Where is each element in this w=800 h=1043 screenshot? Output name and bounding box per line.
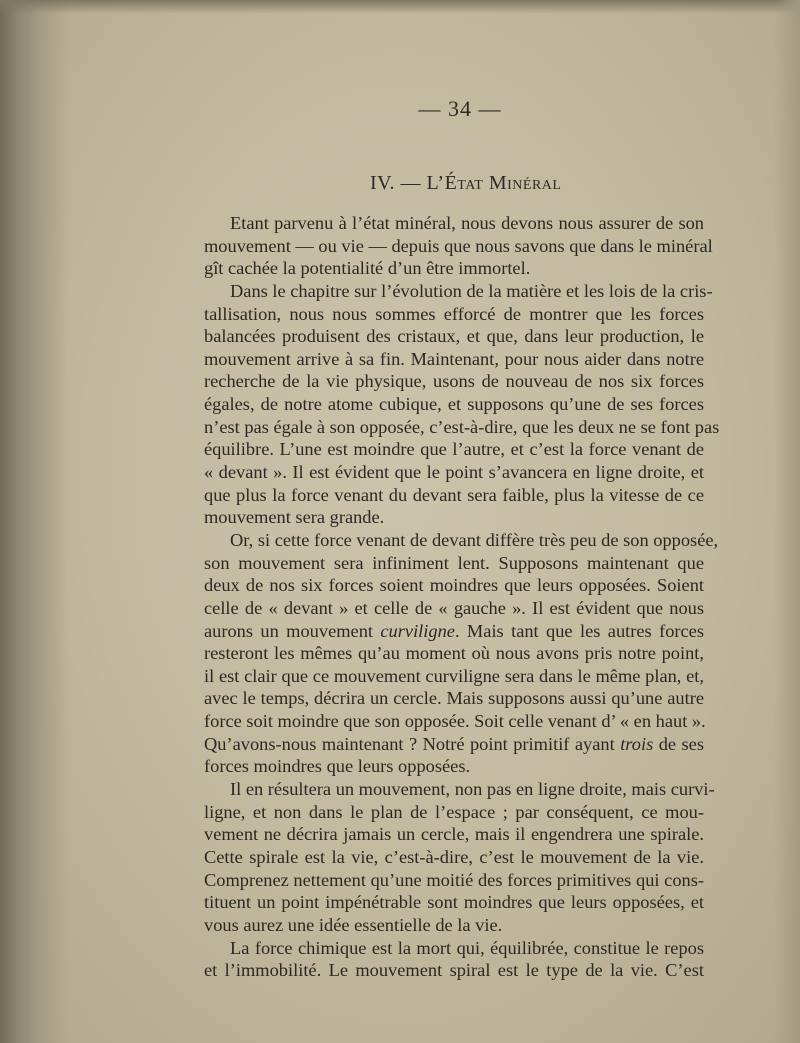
page-number: — 34 —	[418, 96, 502, 121]
text-line: équilibre. L’une est moindre que l’autre, et c’est la force venant de	[204, 439, 704, 460]
text-line: Etant parvenu à l’état minéral, nous devons nous assurer de son	[230, 213, 704, 233]
body-text	[204, 212, 720, 982]
text-line: aurons un mouvement curviligne. Mais tant que les autres forces	[204, 620, 704, 641]
chapter-title-text: L’État Minéral	[426, 172, 562, 194]
text-line: resteront les mêmes qu’au moment où nous avons pris notre point,	[204, 643, 704, 664]
text-line: gît cachée la potentialité d’un être immortel.	[204, 258, 531, 279]
page-top-edge	[0, 0, 800, 14]
text-line: Il en résultera un mouvement, non pas en ligne droite, mais curvi-	[230, 779, 715, 800]
text-line: il est clair que ce mouvement curviligne sera dans le même plan, et,	[204, 665, 704, 686]
text-line: égales, de notre atome cubique, et supposons qu’une de ses forces	[204, 394, 704, 415]
text-line: son mouvement sera infiniment lent. Supposons maintenant que	[204, 552, 704, 573]
text-line: force soit moindre que son opposée. Soit celle venant d’ « en haut ».	[204, 711, 706, 732]
text-line: Comprenez nettement qu’une moitié des forces primitives qui cons-	[204, 869, 704, 890]
text-line: Qu’avons-nous maintenant ? Notré point primitif ayant trois de ses	[204, 733, 704, 754]
text-line: vous aurez une idée essentielle de la vie.	[204, 914, 503, 935]
text-line: mouvement sera grande.	[204, 507, 385, 528]
text-line: deux de nos six forces soient moindres que leurs opposées. Soient	[204, 575, 704, 596]
text-line: avec le temps, décrira un cercle. Mais supposons aussi qu’une autre	[204, 688, 704, 709]
chapter-numeral: IV. —	[370, 172, 427, 194]
text-line: recherche de la vie physique, usons de nouveau de nos six forces	[204, 371, 704, 392]
text-line: La force chimique est la mort qui, équilibrée, constitue le repos	[230, 937, 704, 958]
text-line: et l’immobilité. Le mouvement spiral est le type de la vie. C’est	[204, 960, 704, 981]
text-line: mouvement — ou vie — depuis que nous savons que dans le minéral	[204, 235, 713, 256]
chapter-title	[370, 172, 561, 195]
text-line: mouvement arrive à sa fin. Maintenant, pour nous aider dans notre	[204, 348, 704, 369]
text-line: Or, si cette force venant de devant diffère très peu de son opposée,	[230, 529, 719, 550]
text-line: que plus la force venant du devant sera faible, plus la vitesse de ce	[204, 484, 704, 505]
text-line: Cette spirale est la vie, c’est-à-dire, c’est le mouvement de la vie.	[204, 846, 704, 867]
text-line: Dans le chapitre sur l’évolution de la matière et les lois de la cris-	[230, 280, 713, 301]
page-right-edge	[774, 0, 800, 1043]
text-line: forces moindres que leurs opposées.	[204, 756, 471, 777]
page-spine-shadow	[0, 0, 70, 1043]
text-line: « devant ». Il est évident que le point s’avancera en ligne droite, et	[204, 462, 704, 483]
text-line: balancées produisent des cristaux, et que, dans leur production, le	[204, 326, 704, 347]
text-line: vement ne décrira jamais un cercle, mais il engendrera une spirale.	[204, 824, 704, 845]
text-line: tituent un point impénétrable sont moindres que leurs opposées, et	[204, 892, 704, 913]
text-line: n’est pas égale à son opposée, c’est-à-dire, que les deux ne se font pas	[204, 416, 720, 437]
text-line: ligne, et non dans le plan de l’espace ; par conséquent, ce mou-	[204, 801, 704, 822]
text-line: tallisation, nous nous sommes efforcé de montrer que les forces	[204, 303, 704, 324]
text-line: celle de « devant » et celle de « gauche ». Il est évident que nous	[204, 597, 704, 618]
